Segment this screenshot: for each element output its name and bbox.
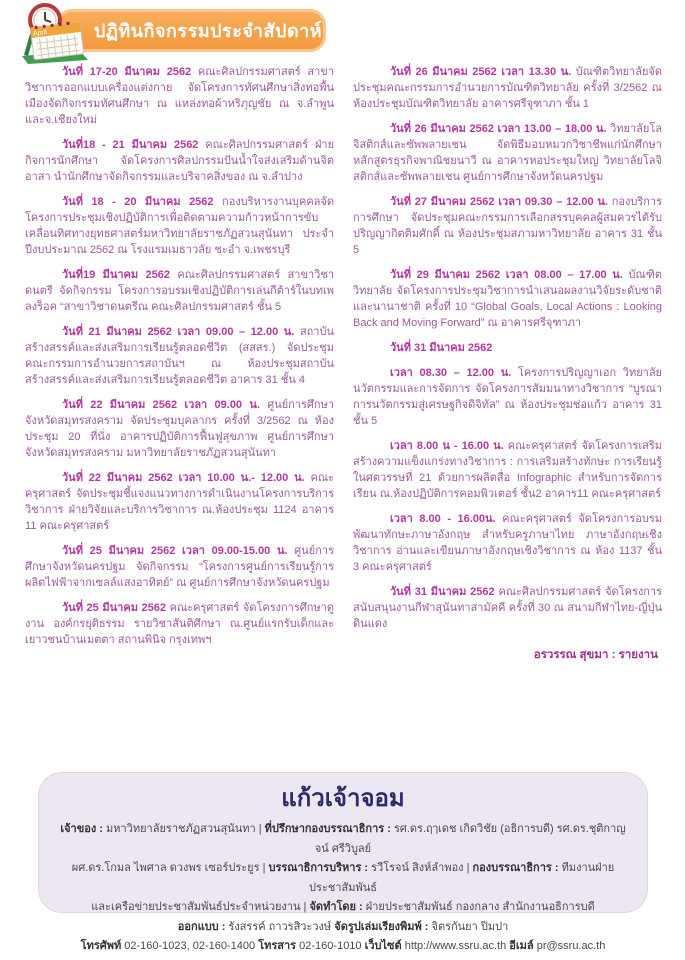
event-time: เวลา 08.30 – 12.00 น. [390, 367, 512, 379]
footer-value: รวีโรจน์ สิงห์ลำพอง | [371, 862, 473, 874]
footer-label: เจ้าของ : [60, 823, 106, 835]
footer-label: จัดรูปเล่มเรียงพิมพ์ : [334, 920, 432, 933]
event-entry [353, 267, 662, 331]
event-date: วันที่ 29 มีนาคม 2562 เวลา 08.00 – 17.00 น. [390, 269, 623, 281]
event-entry [353, 511, 662, 575]
footer-label: โทรศัพท์ [80, 940, 125, 952]
footer-box [38, 772, 648, 952]
event-date: วันที่ 21 มีนาคม 2562 เวลา 09.00 – 12.00 น. [62, 326, 295, 338]
event-text: คณะครุศาสตร์ จัดประชุมชี้แจงแนวทางการดำเนินงานโครงการบริการวิชาการ ฝ่ายวิจัยและบริการวิชาการ ณ.ห้องประชุม 1124 อาคาร 11 คณะครุศาสตร์ [25, 472, 334, 532]
event-date: วันที่ 25 มีนาคม 2562 เวลา 09.00-15.00 น. [62, 545, 288, 557]
event-text: คณะครุศาสตร์ จัดโครงการอบรมพัฒนาทักษะภาษาอังกฤษ สำหรับครูภาษาไทย ภาษาอังกฤษเชิงวิชาการ อ่านและเขียนภาษาอังกฤษเชิงวิชาการ ณ ห้อง 1137 ชั้น 3 คณะครุศาสตร์ [353, 513, 662, 573]
event-entry [25, 137, 334, 185]
event-entry [25, 267, 334, 315]
footer-label: กองบรรณาธิการ : [472, 862, 562, 874]
event-text: คณะครุศาสตร์ จัดโครงการศึกษาดูงาน องค์กรยุติธรรม รายวิชาสันติศึกษา ณ.ศูนย์แรกรับเด็กและเยาวชนบ้านเมตตา สถานพินิจ กรุงเทพฯ [25, 602, 334, 646]
footer-value: จิตรกันยา ปิมปา [431, 920, 509, 933]
event-time: เวลา 8.00 - 16.00น. [390, 513, 496, 525]
event-date: วันที่ 31 มีนาคม 2562 [390, 586, 495, 598]
event-text: โครงการปริญญาเอก วิทยาลัยนวัตกรรมและการจัดการ จัดโครงการสัมมนาทางวิชาการ “บูรณาการนวัตกรรมสู่เศรษฐกิจดิจิทัล” ณ ห้องประชุมช่อแก้ว อาคาร 31 ชั้น 5 [353, 367, 663, 427]
event-entry [25, 543, 334, 591]
event-date: วันที่ 22 มีนาคม 2562 เวลา 09.00 น. [62, 399, 260, 411]
footer-value: และเครือข่ายประชาสัมพันธ์ประจำหน่วยงาน | [91, 901, 310, 913]
footer-website: http://www.ssru.ac.th [404, 940, 510, 952]
footer-label: ที่ปรึกษากองบรรณาธิการ : [264, 823, 394, 835]
event-time: เวลา 8.00 น - 16.00 น. [390, 440, 504, 452]
event-date: วันที่ 27 มีนาคม 2562 เวลา 09.30 – 12.00 น. [390, 196, 608, 208]
footer-label: จัดทำโดย : [309, 901, 366, 913]
footer-value: ทีมงานฝ่ายประชาสัมพันธ์ [309, 862, 615, 894]
event-text: บัณฑิตวิทยาลัยจัดประชุมคณะกรรมการอำนวยการบัณฑิตวิทยาลัย ครั้งที่ 3/2562 ณ ห้องประชุมบัณฑิตวิทยาลัย อาคารศรีจุฑาภา ชั้น 1 [353, 66, 662, 110]
event-text: สถาบันสร้างสรรค์และส่งเสริมการเรียนรู้ตลอดชีวิต (สสสร.) จัดประชุมคณะกรรมการอำนวยการสถาบันฯ ณ ห้องประชุมสถาบันสร้างสรรค์และส่งเสริมการเรียนรู้ตลอดชีวิต อาคาร 31 ชั้น 4 [25, 326, 334, 386]
event-entry [353, 121, 662, 185]
footer-email: pr@ssru.ac.th [536, 940, 606, 952]
footer-line [57, 820, 629, 859]
event-entry [353, 64, 662, 112]
event-text: ศูนย์การศึกษาจังหวัดสมุทรสงคราม จัดประชุมบุคลากร ครั้งที่ 3/2562 ณ ห้องประชุม 20 ที่นั่ง อาคารปฏิบัติการฟื้นฟูสุขภาพ ศูนย์การศึกษาจังหวัดสมุทรสงคราม มหาวิทยาลัยราชภัฏสวนสุนันทา [25, 399, 334, 459]
footer-fax: 02-160-1010 [299, 940, 365, 952]
footer-label: ออกแบบ : [177, 920, 229, 933]
event-text: วิทยาลัยโลจิสติกส์และซัพพลายเชน จัดพิธีมอบหมวกวิชาชีพแก่นักศึกษาหลักสูตรธุรกิจพาณิชยนาวี ณ อาคารหอประชุมใหญ่ วิทยาลัยโลจิสติกส์และซัพพลายเชน ศูนย์การศึกษาจังหวัดนครปฐม [353, 123, 662, 183]
right-column [353, 64, 662, 664]
left-column [25, 64, 334, 664]
footer-value: รังสรรค์ ถาวรสิวะวงษ์ [228, 920, 335, 933]
event-text: กองบริหารงานบุคคลจัดโครงการประชุมเชิงปฏิบัติการเพื่อติดตามความก้าวหน้าการขับเคลื่อนทิศทางยุทธศาสตร์มหาวิทยาลัยราชภัฏสวนสุนันทา ประจำปีงบประมาณ 2562 ณ โรงแรมเมธาวลัย ชะอำ จ.เพชรบุรี [25, 196, 335, 256]
newsletter-name: แก้วเจ้าจอม [281, 786, 405, 812]
event-entry [25, 324, 334, 388]
event-text: ศูนย์การศึกษาจังหวัดนครปฐม จัดกิจกรรม “โครงการศูนย์การเรียนรู้การผลิตไฟฟ้าจากเซลล์แสงอาทิตย์” ณ ศูนย์การศึกษาจังหวัดนครปฐม [25, 545, 334, 589]
footer-label: โทรสาร [258, 940, 300, 952]
event-text: คณะครุศาสตร์ จัดโครงการเสริมสร้างความแข็งแกร่งทางวิชาการ : การเสริมสร้างทักษะ การเรียนรู้ในศตวรรษที่ 21 ด้วยการผลิตสื่อ Infographic สำหรับการจัดการเรียน ณ.ห้องปฏิบัติการคอมพิวเตอร์ ชั้น2 อาคาร11 คณะครุศาสตร์ [353, 440, 662, 500]
event-entry [353, 340, 662, 356]
event-text: คณะศิลปกรรมศาสตร์ สาขาวิชาดนตรี จัดกิจกรรม โครงการอบรมเชิงปฏิบัติการเล่นกีต้าร์ในบทเพลงร็อค “สาขาวิชาดนตรีณ คณะศิลปกรรมศาสตร์ ชั้น 5 [25, 269, 334, 313]
event-text: บัณฑิตวิทยาลัย จัดโครงการประชุมวิชาการนำเสนอผลงานวิจัยระดับชาติและนานาชาติ ครั้งที่ 10 “Global Goals, Local Actions : Looking Back and Moving Forward” ณ อาคารศรีจุฑาภา [353, 269, 662, 329]
event-entry [25, 470, 334, 534]
event-text: คณะศิลปกรรมศาสตร์ สาขาวิชาการออกแบบเครื่องแต่งกาย จัดโครงการทัศนศึกษาสิ่งทอพื้นเมืองจัดกิจกรรมทัศนศึกษา ณ แหล่งทอผ้าหริภุญชัย ณ จ.ลำพูน และจ.เชียงใหม่ [25, 66, 334, 126]
footer-line [57, 918, 629, 938]
page-header [0, 0, 685, 64]
footer-line [57, 859, 629, 898]
event-entry [25, 64, 334, 128]
calendar-columns [25, 64, 662, 664]
footer-value: ฝ่ายประชาสัมพันธ์ กองกลาง สำนักงานอธิการบดี [365, 901, 595, 913]
footer-line [57, 898, 629, 918]
page-title: ปฏิทินกิจกรรมประจำสัปดาห์ [93, 21, 323, 41]
event-entry [353, 438, 662, 502]
event-text: คณะศิลปกรรมศาสตร์ ฝ่ายกิจการนักศึกษา จัดโครงการศิลปกรรมปันน้ำใจส่งเสริมด้านจิตอาสา นำนักศึกษาจัดกิจกรรมและบริจาคสิ่งของ ณ จ.ลำปาง [25, 139, 335, 183]
event-date: วันที่ 31 มีนาคม 2562 [390, 342, 493, 354]
event-entry [353, 194, 662, 258]
event-entry [25, 397, 334, 461]
event-text: คณะศิลปกรรมศาสตร์ จัดโครงการสนับสนุนงานกีฬาสุนันทาสามัคคี ครั้งที่ 30 ณ สนามกีฬาไทย-ญี่ปุ่น ดินแดง [353, 586, 662, 630]
event-date: วันที่ 26 มีนาคม 2562 เวลา 13.30 น. [390, 66, 572, 78]
event-date: วันที่ 25 มีนาคม 2562 [62, 602, 167, 614]
footer-label: อีเมล์ [509, 940, 537, 952]
footer-line [57, 937, 629, 957]
event-entry [353, 584, 662, 632]
footer-value: มหาวิทยาลัยราชภัฏสวนสุนันทา | [106, 823, 265, 835]
event-date: วันที่ 26 มีนาคม 2562 เวลา 13.00 – 18.00 น. [390, 123, 607, 135]
footer-label: บรรณาธิการบริหาร : [268, 862, 372, 874]
event-date: วันที่18 - 21 มีนาคม 2562 [62, 139, 199, 151]
event-text: กองบริการการศึกษา จัดประชุมคณะกรรมการเลือกสรรบุคคลผู้สมควรได้รับปริญญากิตติมศักดิ์ ณ ห้องประชุมสภามหาวิทยาลัย อาคาร 31 ชั้น 5 [353, 196, 663, 256]
reporter-credit: อรวรรณ สุขมา : รายงาน [533, 649, 658, 661]
event-entry [25, 600, 334, 648]
event-date: วันที่ 22 มีนาคม 2562 เวลา 10.00 น.- 12.00 น. [62, 472, 305, 484]
event-entry [25, 194, 334, 258]
footer-phone: 02-160-1023, 02-160-1400 [124, 940, 259, 952]
event-date: วันที่ 17-20 มีนาคม 2562 [62, 66, 192, 78]
footer-label: เว็บไซต์ [364, 940, 405, 952]
event-date: วันที่ 18 - 20 มีนาคม 2562 [62, 196, 214, 208]
calendar-month-label: April [32, 29, 48, 38]
clock-calendar-icon [14, 1, 100, 70]
event-date: วันที่19 มีนาคม 2562 [62, 269, 170, 281]
footer-value: รศ.ดร.ฤๅเดช เกิดวิชัย (อธิการบดี) รศ.ดร.ชุติกาญจน์ ศรีวิบูลย์ [314, 823, 626, 855]
footer-value: ผศ.ดร.โกมล ไพศาล ดวงพร เซอร์ประยูร | [71, 862, 269, 874]
event-entry [353, 365, 662, 429]
